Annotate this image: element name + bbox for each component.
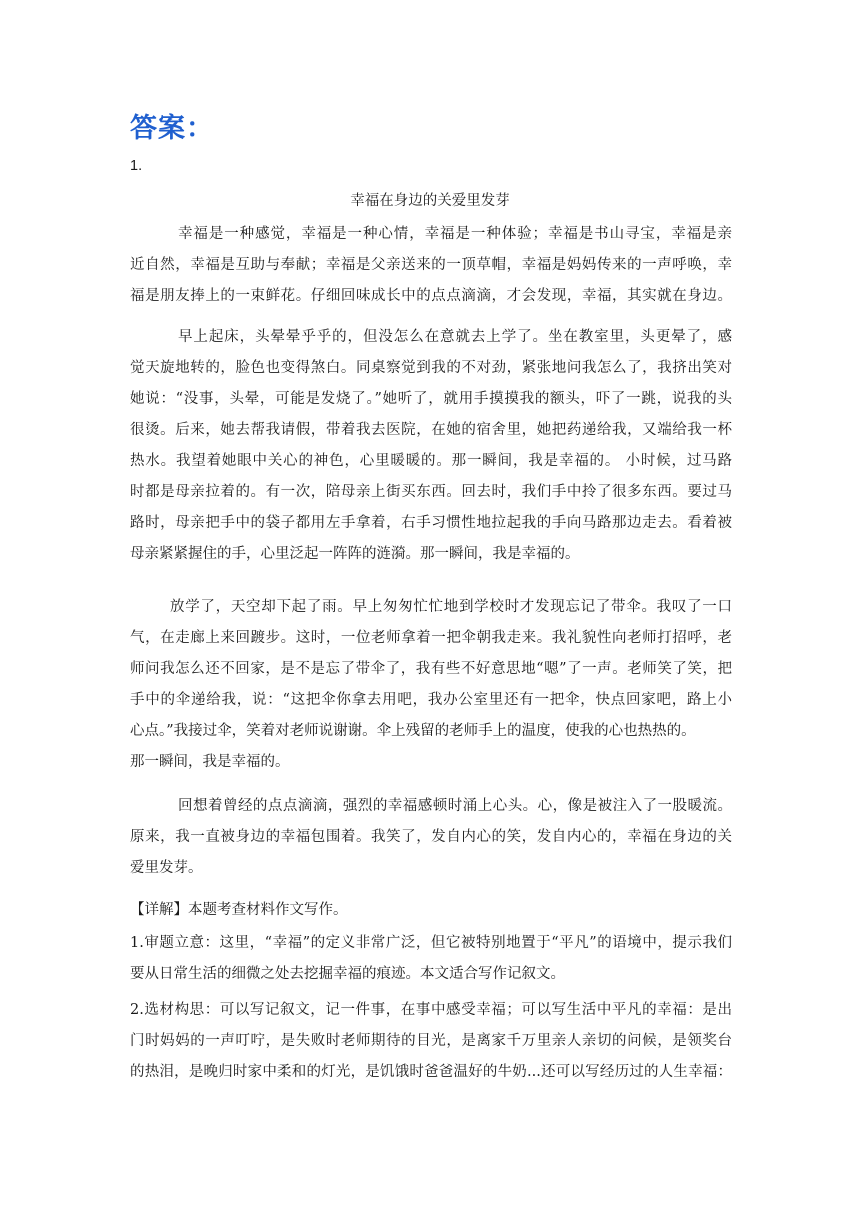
text-line: 原来，我一直被身边的幸福包围着。我笑了，发自内心的笑，发自内心的，幸福在身边的关 (130, 829, 732, 845)
analysis-point-2 (130, 995, 732, 1088)
text-line: 她说：“没事，头晕，可能是发烧了。”她听了，就用手摸摸我的额头，吓了一跳，说我的头 (130, 391, 732, 407)
text-line: 热水。我望着她眼中关心的神色，心里暖暖的。那一瞬间，我是幸福的。 小时候，过马路 (130, 453, 732, 469)
text-line: 【详解】本题考查材料作文写作。 (130, 902, 348, 918)
text-line: 觉天旋地转的，脸色也变得煞白。同桌察觉到我的不对劲，紧张地问我怎么了，我挤出笑对 (130, 360, 732, 376)
text-line: 心点。”我接过伞，笑着对老师说谢谢。伞上残留的老师手上的温度，使我的心也热热的。 (130, 723, 696, 739)
text-line: 的热泪，是晚归时家中柔和的灯光，是饥饿时爸爸温好的牛奶...还可以写经历过的人生幸福： (130, 1064, 732, 1080)
text-line: 很烫。后来，她去帮我请假，带着我去医院，在她的宿舍里，她把药递给我，又端给我一杯 (130, 422, 732, 438)
text-line: 福是朋友捧上的一束鲜花。仔细回味成长中的点点滴滴，才会发现，幸福，其实就在身边。 (130, 288, 732, 304)
text-line: 2.选材构思：可以写记叙文，记一件事，在事中感受幸福；可以写生活中平凡的幸福：是出 (130, 1002, 732, 1018)
text-line: 回想着曾经的点点滴滴，强烈的幸福感顿时涌上心头。心，像是被注入了一股暖流。 (178, 798, 732, 814)
text-line: 1.审题立意：这里，“幸福”的定义非常广泛，但它被特别地置于“平凡”的语境中，提示我们 (130, 935, 732, 951)
analysis-intro (130, 895, 732, 926)
text-line: 幸福是一种感觉，幸福是一种心情，幸福是一种体验；幸福是书山寻宝，幸福是亲 (178, 226, 732, 242)
essay-paragraph-1 (130, 219, 732, 312)
question-number: 1. (130, 158, 143, 174)
text-line: 门时妈妈的一声叮咛，是失败时老师期待的目光，是离家千万里亲人亲切的问候，是领奖台 (130, 1033, 732, 1049)
text-line: 手中的伞递给我，说：“这把伞你拿去用吧，我办公室里还有一把伞，快点回家吧，路上小 (130, 692, 732, 708)
text-line: 师问我怎么还不回家，是不是忘了带伞了，我有些不好意思地“嗯”了一声。老师笑了笑，把 (130, 661, 732, 677)
text-line: 爱里发芽。 (130, 860, 203, 876)
essay-paragraph-2 (130, 322, 732, 570)
analysis-point-1 (130, 928, 732, 990)
text-line: 要从日常生活的细微之处去挖掘幸福的痕迹。本文适合写作记叙文。 (130, 966, 565, 982)
essay-title: 幸福在身边的关爱里发芽 (350, 193, 510, 209)
text-line: 气，在走廊上来回踱步。这时，一位老师拿着一把伞朝我走来。我礼貌性向老师打招呼，老 (130, 630, 732, 646)
essay-paragraph-3 (130, 592, 732, 778)
text-line: 放学了，天空却下起了雨。早上匆匆忙忙地到学校时才发现忘记了带伞。我叹了一口 (170, 599, 732, 615)
text-line: 近自然，幸福是互助与奉献；幸福是父亲送来的一顶草帽，幸福是妈妈传来的一声呼唤，幸 (130, 257, 732, 273)
text-line: 早上起床，头晕晕乎乎的，但没怎么在意就去上学了。坐在教室里，头更晕了，感 (178, 329, 732, 345)
essay-paragraph-4 (130, 791, 732, 884)
text-line: 时都是母亲拉着的。有一次，陪母亲上街买东西。回去时，我们手中拎了很多东西。要过马 (130, 484, 732, 500)
text-line: 路时，母亲把手中的袋子都用左手拿着，右手习惯性地拉起我的手向马路那边走去。看着被 (130, 515, 732, 531)
text-line: 那一瞬间，我是幸福的。 (130, 754, 290, 770)
answer-heading: 答案： (130, 113, 214, 144)
text-line: 母亲紧紧握住的手，心里泛起一阵阵的涟漪。那一瞬间，我是幸福的。 (130, 546, 580, 562)
